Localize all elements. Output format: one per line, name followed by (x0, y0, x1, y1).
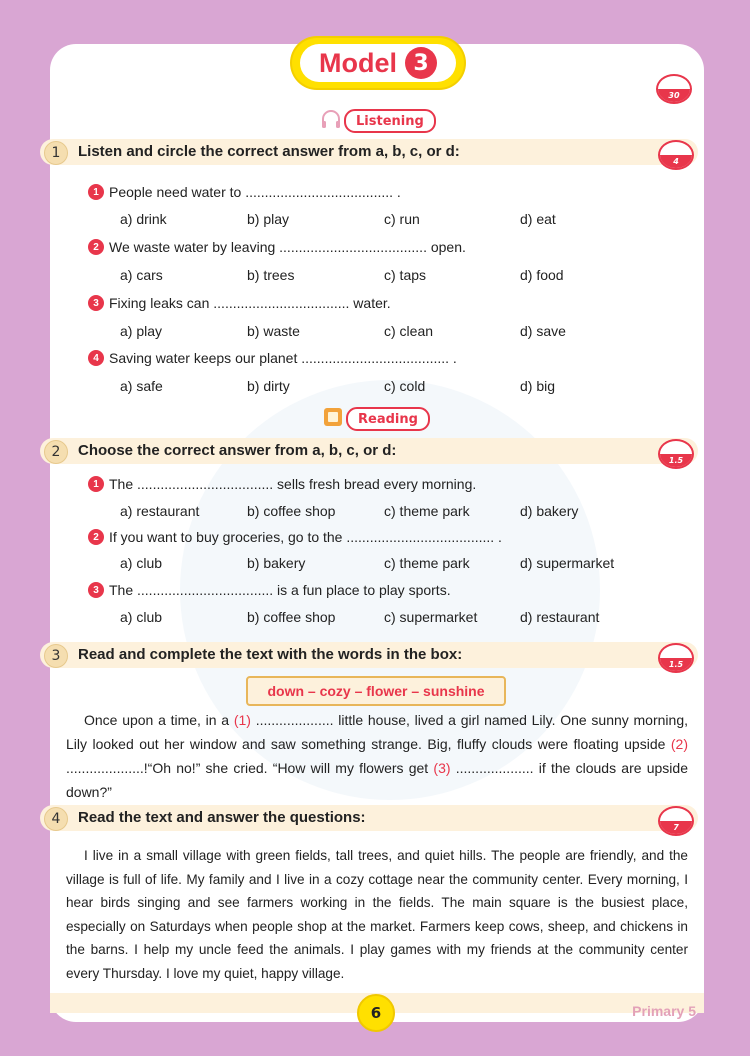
q1-item-2: 2 We waste water by leaving ...................................... open. (88, 239, 466, 255)
q4-passage: I live in a small village with green fields, tall trees, and quiet hills. The people are friendly, and the village is full of life. My family and I live in a cozy cottage near the community center. Every morning, I hear birds singing and see farmers working in the fields. The main square is the busiest place, especially on Saturdays when people shop at the market. Farmers keep cows, sheep, and chickens in the barns. I help my uncle feed the animals. I play games with my friends at the community center every Thursday. I love my quiet, happy village. (66, 848, 688, 981)
grade-level: Primary 5 (632, 1003, 696, 1019)
question-4-score: 7 (658, 806, 694, 836)
question-4-header: 4 Read the text and answer the questions: (40, 805, 698, 831)
q1-item-1: 1 People need water to ...................................... . (88, 184, 401, 200)
q2-item-1: 1 The ................................... sells fresh bread every morning. (88, 476, 476, 492)
reading-label: Reading (346, 407, 430, 431)
question-2-score: 1.5 (658, 439, 694, 469)
total-score-badge: 30 (656, 74, 692, 104)
word-box: down – cozy – flower – sunshine (246, 676, 506, 706)
question-3-score: 1.5 (658, 643, 694, 673)
page-number: 6 (357, 994, 395, 1032)
q1-item-4: 4 Saving water keeps our planet ...................................... . (88, 350, 457, 366)
headphones-icon (320, 108, 342, 130)
model-title-badge (292, 38, 464, 88)
question-3-header: 3 Read and complete the text with the words in the box: (40, 642, 698, 668)
q2-item-3: 3 The ................................... is a fun place to play sports. (88, 582, 451, 598)
listening-label: Listening (344, 109, 436, 133)
q3-passage: Once upon a time, in a (1) .................... little house, lived a girl named Lily. One sunny morning, Lily looked out her window and saw something strange. Big, fluffy clouds were floating upside (2) ....................!“Oh no!” she cried. “How will my flowers get (3) .................... if the clouds are upside down?” (66, 712, 688, 800)
question-2-header: 2 Choose the correct answer from a, b, c, or d: (40, 438, 698, 464)
q1-item-3: 3 Fixing leaks can ................................... water. (88, 295, 391, 311)
model-number: 3 (405, 47, 437, 79)
page-title: Model (319, 47, 397, 78)
book-icon (322, 406, 344, 428)
q2-item-2: 2 If you want to buy groceries, go to the ...................................... . (88, 529, 502, 545)
question-1-header: 1 Listen and circle the correct answer from a, b, c, or d: (40, 139, 698, 165)
question-1-score: 4 (658, 140, 694, 170)
